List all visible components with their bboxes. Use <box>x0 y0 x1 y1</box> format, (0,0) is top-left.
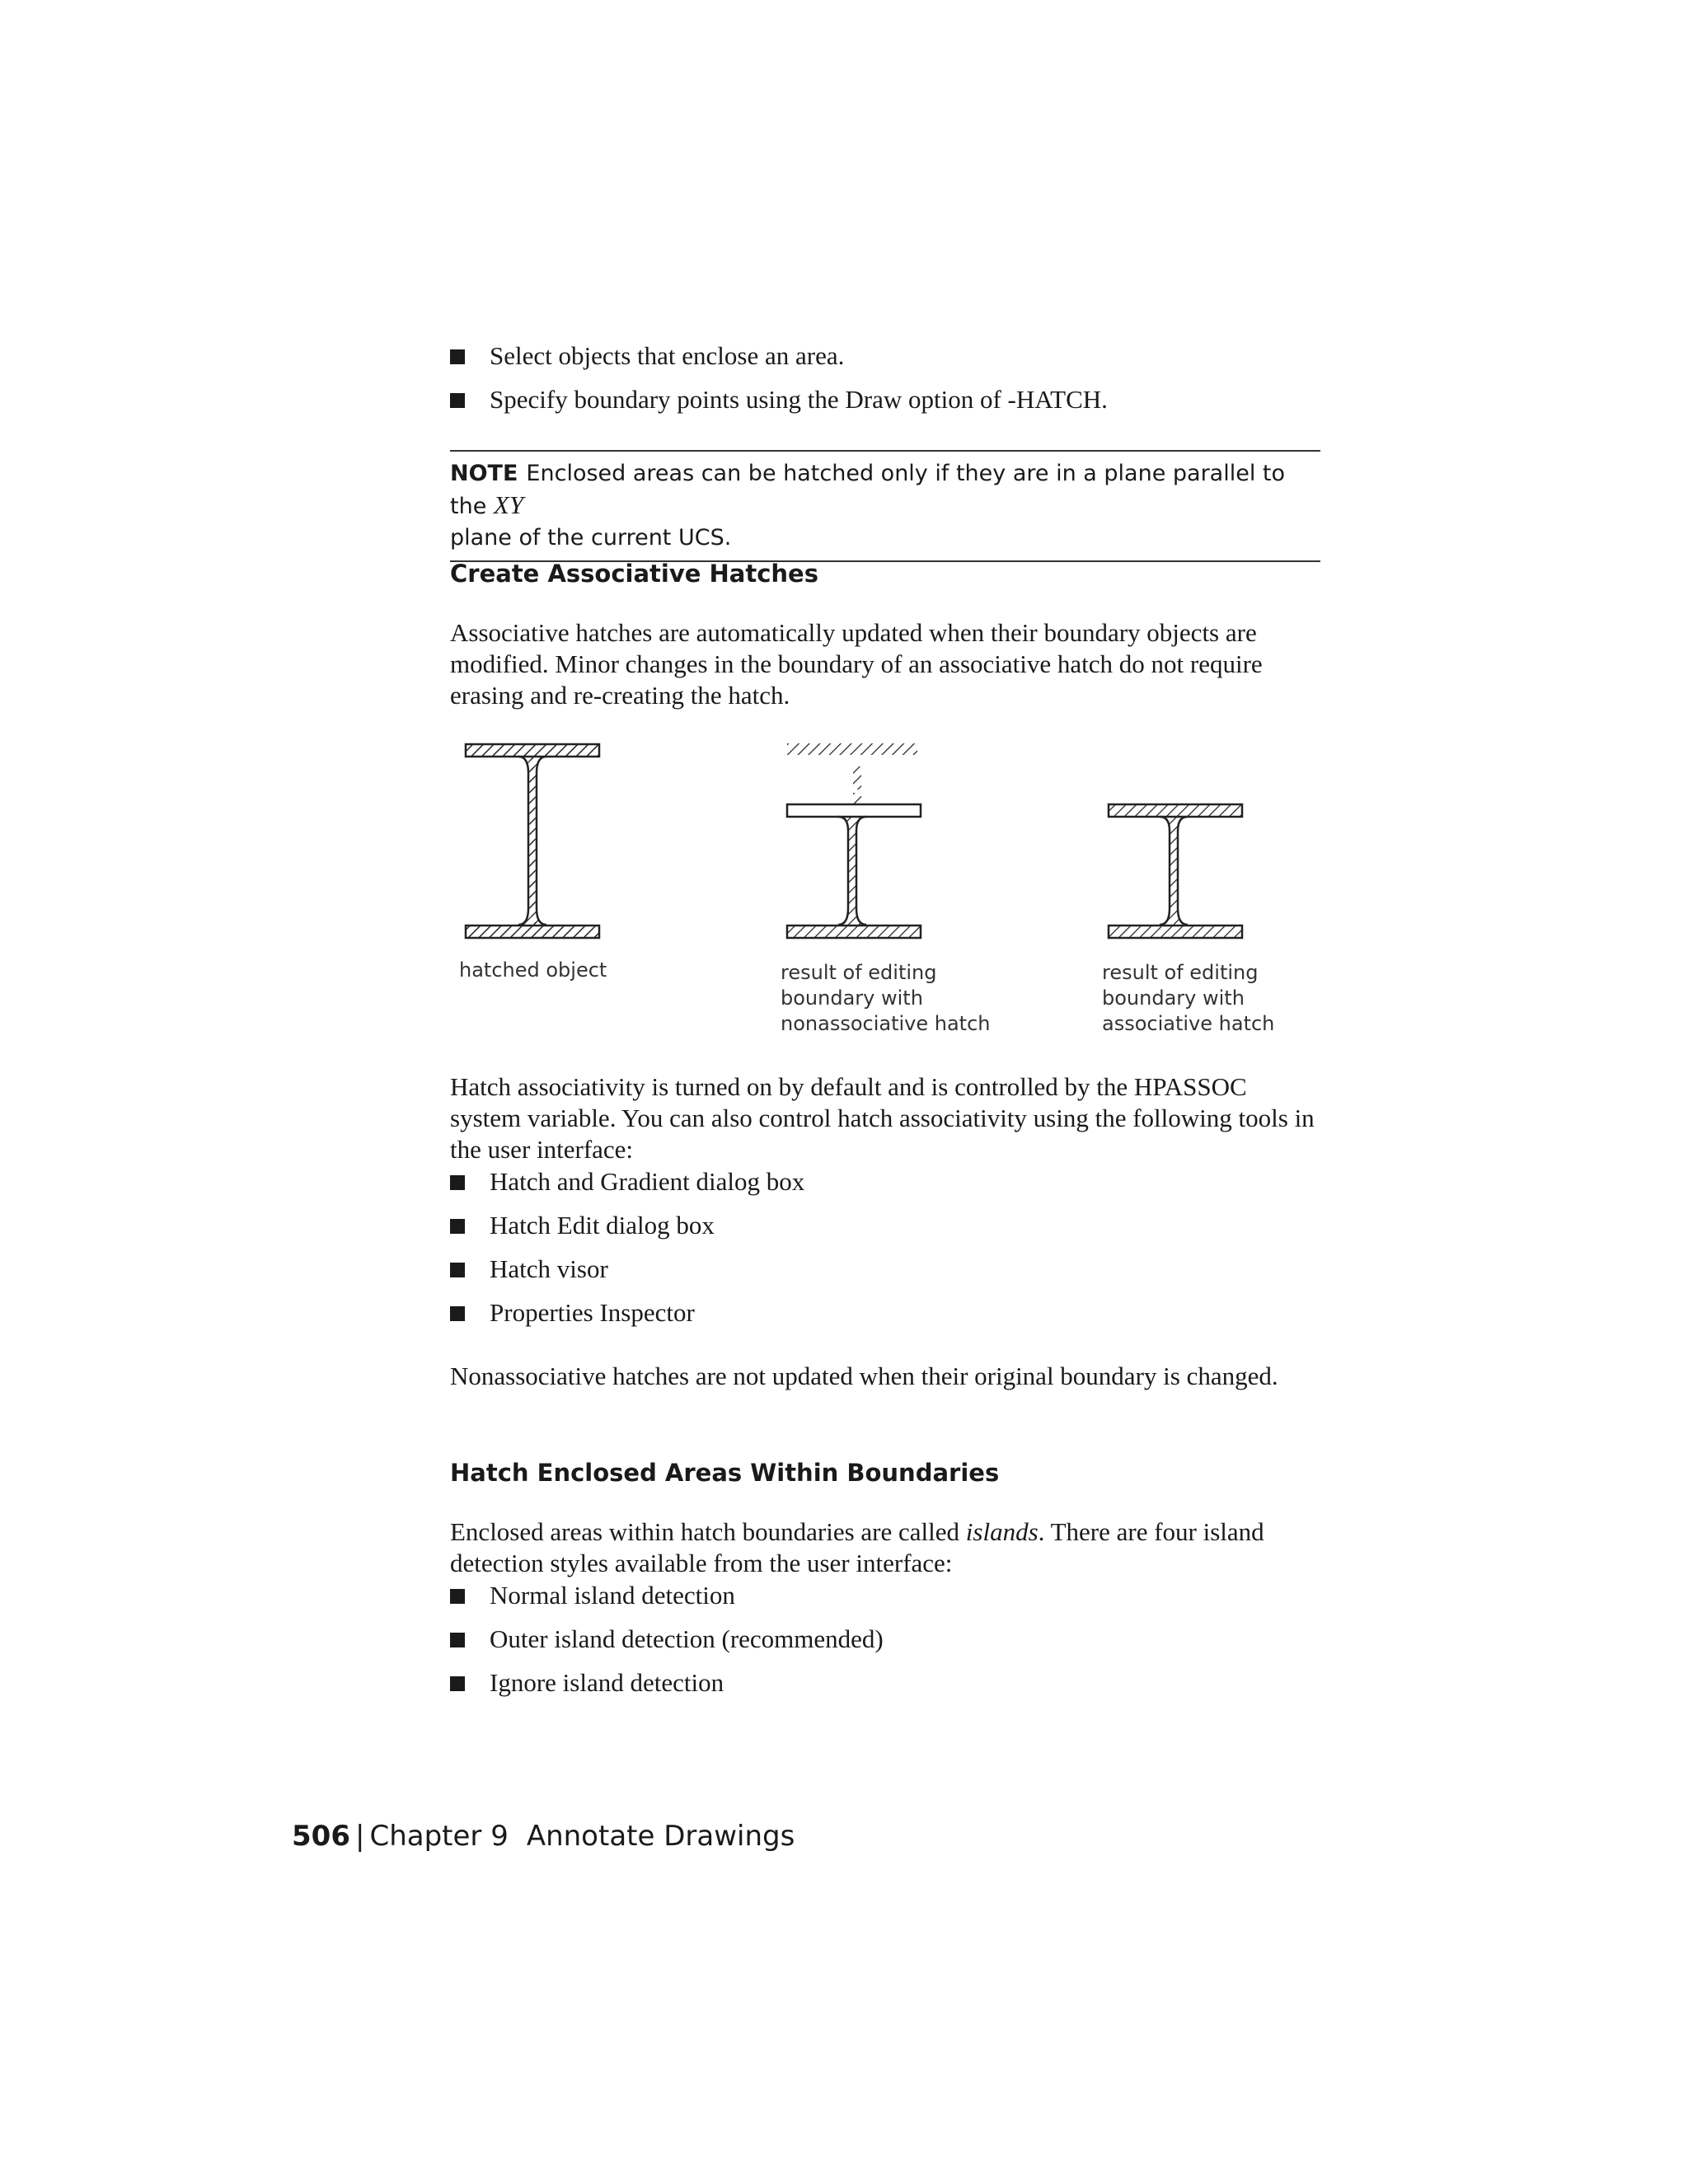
chapter-label: Chapter 9 <box>369 1820 509 1853</box>
note-body-cont: plane of the current UCS. <box>450 525 732 551</box>
paragraph: Associative hatches are automatically updated when their boundary objects are modified. Minor changes in the boundary of an associative hatch do not require erasing and re-creating the hatch. <box>450 618 1263 710</box>
bullet-square-icon <box>450 1633 465 1647</box>
note-box <box>450 450 1320 562</box>
list-item-text: Normal island detection <box>490 1581 735 1610</box>
list-item <box>450 1579 884 1612</box>
bullet-square-icon <box>450 1676 465 1691</box>
list-item-text: Specify boundary points using the Draw option of -HATCH. <box>490 385 1108 414</box>
caption-nonassociative: result of editing boundary with nonassociative hatch <box>781 961 991 1035</box>
page-number: 506 <box>292 1820 350 1853</box>
list-item <box>450 1296 804 1329</box>
boundary-method-list <box>450 340 1108 427</box>
bullet-square-icon <box>450 393 465 408</box>
page-footer <box>292 1818 795 1854</box>
list-item-text: Hatch Edit dialog box <box>490 1211 715 1240</box>
i-beam-associative <box>1109 804 1242 938</box>
island-styles-list <box>450 1579 884 1710</box>
caption-associative: result of editing boundary with associative hatch <box>1102 961 1275 1035</box>
associativity-tools-list <box>450 1165 804 1340</box>
bullet-square-icon <box>450 1263 465 1277</box>
list-item <box>450 340 1108 373</box>
list-item-text: Properties Inspector <box>490 1298 695 1327</box>
hatch-figure <box>449 725 1323 1055</box>
list-item <box>450 383 1108 416</box>
text-span: . There are four island detection styles available from the user interface: <box>450 1517 1264 1577</box>
i-beam-nonassociative <box>787 743 921 938</box>
list-item-text: Hatch visor <box>490 1254 608 1283</box>
list-item <box>450 1623 884 1656</box>
list-item <box>450 1666 884 1699</box>
bullet-square-icon <box>450 1589 465 1604</box>
note-body: Enclosed areas can be hatched only if they are in a plane parallel to the <box>450 461 1286 519</box>
footer-separator: | <box>354 1820 365 1853</box>
list-item-text: Ignore island detection <box>490 1668 724 1697</box>
paragraph: Hatch associativity is turned on by default and is controlled by the HPASSOC system variable. You can also control hatch associativity using the following tools in the user interface: <box>450 1072 1315 1164</box>
caption-hatched-object: hatched object <box>459 958 607 982</box>
note-xy: XY <box>493 490 524 519</box>
section-heading: Hatch Enclosed Areas Within Boundaries <box>450 1459 1000 1487</box>
bullet-square-icon <box>450 1306 465 1321</box>
list-item <box>450 1165 804 1198</box>
paragraph: Nonassociative hatches are not updated when their original boundary is changed. <box>450 1361 1278 1390</box>
bullet-square-icon <box>450 349 465 364</box>
emphasis-text: islands <box>965 1517 1039 1546</box>
list-item <box>450 1209 804 1242</box>
bullet-square-icon <box>450 1175 465 1190</box>
note-text <box>450 458 1320 554</box>
bullet-square-icon <box>450 1219 465 1234</box>
section-heading: Create Associative Hatches <box>450 560 818 588</box>
list-item-text: Select objects that enclose an area. <box>490 341 845 370</box>
list-item-text: Hatch and Gradient dialog box <box>490 1167 805 1196</box>
paragraph <box>450 1516 1324 1579</box>
list-item-text: Outer island detection (recommended) <box>490 1624 884 1653</box>
note-label: NOTE <box>450 461 518 486</box>
list-item <box>450 1253 804 1286</box>
text-span: Enclosed areas within hatch boundaries are called <box>450 1517 960 1546</box>
chapter-title: Annotate Drawings <box>526 1820 795 1853</box>
i-beam-hatched <box>466 744 599 938</box>
